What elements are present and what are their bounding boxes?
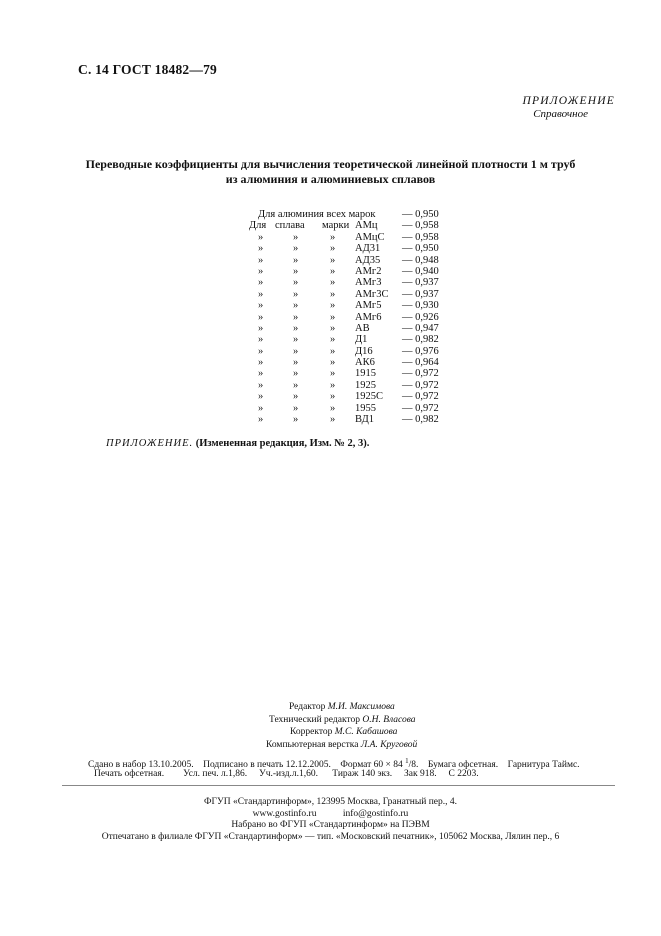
row-grade: 1955 [355, 402, 376, 414]
row-value: — 0,940 [402, 265, 439, 277]
row-grade: 1925С [355, 391, 384, 403]
ditto-mark: » [258, 368, 264, 380]
ditto-mark: » [258, 357, 264, 369]
row-grade: АМцС [355, 231, 385, 243]
table-row [246, 403, 456, 414]
table-row [246, 220, 456, 231]
ditto-mark: » [258, 254, 264, 266]
ditto-mark: » [258, 414, 264, 426]
row-label: Для алюминия всех марок [258, 209, 376, 220]
row-value: — 0,950 [402, 209, 439, 220]
row-grade: ВД1 [355, 414, 375, 426]
pub-format: Формат 60 × 84 $^1$/8. [340, 757, 419, 771]
table-row [246, 334, 456, 345]
pub-signed: Подписано в печать 12.12.2005. [203, 760, 331, 771]
ditto-mark: » [330, 334, 336, 346]
ditto-mark: » [293, 414, 299, 426]
pub-edition-sheets: Уч.-изд.л.1,60. [258, 768, 319, 779]
footer-typeset: Набрано во ФГУП «Стандартинформ» на ПЭВМ [231, 820, 430, 831]
row-value: — 0,982 [402, 334, 439, 346]
ditto-mark: » [293, 243, 299, 255]
table-row [246, 277, 456, 288]
table-row [246, 391, 456, 402]
credit-proofreader [290, 726, 397, 739]
row-value: — 0,958 [402, 231, 439, 243]
row-grade: АМг3С [355, 288, 389, 300]
row-grade: АК6 [355, 357, 375, 369]
table-row [246, 209, 456, 220]
ditto-mark: » [330, 357, 336, 369]
pub-print: Печать офсетная. [94, 768, 165, 779]
ditto-mark: » [258, 265, 264, 277]
pub-typeface: Гарнитура Таймс. [507, 760, 580, 771]
ditto-mark: » [330, 414, 336, 426]
ditto-mark: » [293, 254, 299, 266]
ditto-mark: » [258, 322, 264, 334]
ditto-mark: » [330, 265, 336, 277]
ditto-mark: » [293, 231, 299, 243]
credit-name: М.И. Максимова [327, 702, 395, 712]
row-word-alloy: сплава [275, 220, 305, 232]
page-header: С. 14 ГОСТ 18482—79 [78, 62, 217, 77]
row-word-for: Для [249, 220, 267, 232]
ditto-mark: » [293, 391, 299, 403]
pub-code: С 2203. [448, 768, 479, 779]
document-title [0, 157, 661, 187]
appendix-sublabel: Справочное [533, 108, 588, 120]
row-value: — 0,972 [402, 379, 439, 391]
note-text: (Измененная редакция, Изм. № 2, 3). [195, 438, 370, 449]
footer-email: info@gostinfo.ru [342, 808, 409, 819]
credit-role: Технический редактор [269, 714, 360, 725]
title-line-2: из алюминия и алюминиевых сплавов [225, 172, 436, 186]
row-value: — 0,947 [402, 322, 439, 334]
ditto-mark: » [293, 288, 299, 300]
credit-role: Редактор [289, 702, 326, 712]
row-value: — 0,930 [402, 300, 439, 312]
footer-contacts [0, 809, 661, 821]
row-value: — 0,982 [402, 414, 439, 426]
divider [62, 785, 615, 786]
row-grade: АД31 [355, 243, 381, 255]
ditto-mark: » [258, 345, 264, 357]
row-grade: АМг5 [355, 300, 382, 312]
credit-tech-editor [269, 714, 416, 727]
ditto-mark: » [293, 334, 299, 346]
ditto-mark: » [293, 357, 299, 369]
ditto-mark: » [293, 277, 299, 289]
table-row [246, 255, 456, 266]
table-row [246, 380, 456, 391]
ditto-mark: » [330, 300, 336, 312]
publication-line-2 [94, 768, 479, 781]
table-row [246, 243, 456, 254]
ditto-mark: » [330, 345, 336, 357]
ditto-mark: » [258, 391, 264, 403]
ditto-mark: » [293, 379, 299, 391]
ditto-mark: » [258, 334, 264, 346]
ditto-mark: » [330, 322, 336, 334]
table-row [246, 232, 456, 243]
row-grade: АМг6 [355, 311, 382, 323]
coefficients-table [246, 209, 456, 425]
pub-submitted: Сдано в набор 13.10.2005. [88, 760, 194, 771]
ditto-mark: » [293, 345, 299, 357]
table-row [246, 357, 456, 368]
ditto-mark: » [330, 311, 336, 323]
row-value: — 0,976 [402, 345, 439, 357]
row-value: — 0,926 [402, 311, 439, 323]
ditto-mark: » [258, 379, 264, 391]
ditto-mark: » [330, 391, 336, 403]
ditto-mark: » [258, 300, 264, 312]
row-grade: Д1 [355, 334, 368, 346]
row-grade: АД35 [355, 254, 381, 266]
credit-role: Компьютерная верстка [266, 739, 359, 750]
row-grade: Д16 [355, 345, 373, 357]
appendix-label: ПРИЛОЖЕНИЕ [522, 95, 615, 107]
ditto-mark: » [258, 243, 264, 255]
footer-website: www.gostinfo.ru [252, 808, 317, 819]
title-line-1: Переводные коэффициенты для вычисления теоретической линейной плотности 1 м труб [85, 157, 576, 171]
pub-print-run: Тираж 140 экз. [332, 768, 393, 779]
credit-name: М.С. Кабашова [334, 727, 398, 737]
row-grade: 1915 [355, 368, 376, 380]
ditto-mark: » [258, 231, 264, 243]
footer-address: ФГУП «Стандартинформ», 123995 Москва, Гранатный пер., 4. [203, 797, 458, 807]
ditto-mark: » [330, 277, 336, 289]
pub-sheets: Усл. печ. л.1,86. [183, 768, 248, 779]
table-row [246, 266, 456, 277]
row-value: — 0,964 [402, 357, 439, 369]
table-row [246, 346, 456, 357]
row-value: — 0,950 [402, 243, 439, 255]
table-rows [246, 232, 456, 426]
ditto-mark: » [330, 368, 336, 380]
ditto-mark: » [330, 379, 336, 391]
credit-name: О.Н. Власова [362, 714, 416, 725]
ditto-mark: » [293, 311, 299, 323]
ditto-mark: » [330, 243, 336, 255]
row-grade: АМг3 [355, 277, 382, 289]
credit-name: Л.А. Круговой [360, 739, 418, 750]
ditto-mark: » [293, 322, 299, 334]
row-value: — 0,937 [402, 277, 439, 289]
ditto-mark: » [330, 402, 336, 414]
row-value: — 0,972 [402, 402, 439, 414]
ditto-mark: » [258, 402, 264, 414]
table-row [246, 414, 456, 425]
row-grade: 1925 [355, 379, 376, 391]
ditto-mark: » [330, 231, 336, 243]
ditto-mark: » [258, 277, 264, 289]
row-grade: АВ [355, 322, 370, 334]
credit-editor [289, 701, 395, 714]
ditto-mark: » [293, 265, 299, 277]
row-value: — 0,948 [402, 254, 439, 266]
table-row [246, 300, 456, 311]
pub-paper: Бумага офсетная. [427, 760, 499, 771]
footer [0, 797, 661, 844]
row-grade: АМг2 [355, 265, 382, 277]
row-value: — 0,937 [402, 288, 439, 300]
row-value: — 0,972 [402, 391, 439, 403]
row-value: — 0,972 [402, 368, 439, 380]
row-word-grade: марки [322, 220, 350, 232]
note-label: ПРИЛОЖЕНИЕ. [106, 438, 194, 449]
row-value: — 0,958 [402, 220, 439, 232]
row-grade: АМц [355, 220, 378, 232]
ditto-mark: » [330, 288, 336, 300]
ditto-mark: » [258, 288, 264, 300]
ditto-mark: » [330, 254, 336, 266]
ditto-mark: » [293, 368, 299, 380]
table-row [246, 312, 456, 323]
table-row [246, 368, 456, 379]
table-row [246, 323, 456, 334]
ditto-mark: » [293, 300, 299, 312]
ditto-mark: » [258, 311, 264, 323]
table-row [246, 289, 456, 300]
credit-role: Корректор [290, 727, 333, 737]
ditto-mark: » [293, 402, 299, 414]
footer-printed: Отпечатано в филиале ФГУП «Стандартинформ» — тип. «Московский печатник», 105062 Москва, Лялин пер., 6 [101, 832, 560, 843]
credit-layout [266, 739, 417, 752]
revision-note [106, 438, 369, 449]
pub-order: Зак 918. [404, 768, 437, 779]
